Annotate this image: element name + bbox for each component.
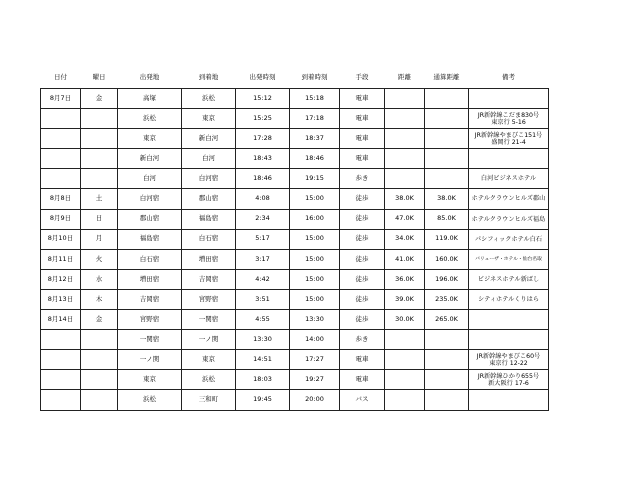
origin-cell: 一ノ関 (118, 350, 182, 370)
weekday-cell: 水 (81, 269, 118, 289)
weekday-cell (81, 149, 118, 169)
origin-cell: 福島宿 (118, 229, 182, 249)
notes-cell: JR新幹線ひかり655号 新大阪行 17-6 (469, 370, 549, 390)
header-notes: 備考 (502, 73, 515, 82)
origin-cell: 郡山宿 (118, 209, 182, 229)
date-cell (41, 169, 81, 189)
distance-cell (385, 169, 425, 189)
means-cell: 徒歩 (340, 189, 385, 209)
arrival-time-cell: 15:18 (290, 89, 340, 109)
means-cell: 徒歩 (340, 289, 385, 309)
origin-cell: 浜松 (118, 109, 182, 129)
notes-cell: バリューザ・ホテル・仙台名取 (469, 249, 549, 269)
table-row (41, 169, 549, 189)
departure-time-cell: 2:34 (236, 209, 290, 229)
total-distance-cell (425, 129, 469, 149)
table-row (41, 269, 549, 289)
date-cell: 8月11日 (41, 249, 81, 269)
notes-cell: JR新幹線やまびこ60号 東京行 12-22 (469, 350, 549, 370)
weekday-cell: 金 (81, 89, 118, 109)
distance-cell: 34.0K (385, 229, 425, 249)
arrival-time-cell: 20:00 (290, 390, 340, 410)
origin-cell: 白石宿 (118, 249, 182, 269)
origin-cell: 白河 (118, 169, 182, 189)
header-means: 手段 (355, 73, 369, 82)
means-cell: 徒歩 (340, 310, 385, 330)
total-distance-cell (425, 89, 469, 109)
date-cell: 8月9日 (41, 209, 81, 229)
destination-cell: 郡山宿 (182, 189, 236, 209)
departure-time-cell: 15:25 (236, 109, 290, 129)
means-cell: 電車 (340, 129, 385, 149)
departure-time-cell: 14:51 (236, 350, 290, 370)
table-row (41, 330, 549, 350)
total-distance-cell: 85.0K (425, 209, 469, 229)
arrival-time-cell: 19:27 (290, 370, 340, 390)
arrival-time-cell: 14:00 (290, 330, 340, 350)
departure-time-cell: 18:46 (236, 169, 290, 189)
distance-cell: 30.0K (385, 310, 425, 330)
table-row (41, 189, 549, 209)
arrival-time-cell: 15:00 (290, 289, 340, 309)
origin-cell: 一関宿 (118, 330, 182, 350)
departure-time-cell: 4:42 (236, 269, 290, 289)
destination-cell: 一関宿 (182, 310, 236, 330)
header-row (41, 68, 549, 89)
destination-cell: 宮野宿 (182, 289, 236, 309)
notes-cell: シティホテルくりはら (469, 289, 549, 309)
origin-cell: 増田宿 (118, 269, 182, 289)
destination-cell: 増田宿 (182, 249, 236, 269)
means-cell: 電車 (340, 149, 385, 169)
date-cell (41, 370, 81, 390)
notes-cell: JR新幹線こだま830号 東京行 5-16 (469, 109, 549, 129)
departure-time-cell: 3:51 (236, 289, 290, 309)
distance-cell (385, 330, 425, 350)
distance-cell (385, 350, 425, 370)
departure-time-cell: 5:17 (236, 229, 290, 249)
total-distance-cell (425, 350, 469, 370)
departure-time-cell: 3:17 (236, 249, 290, 269)
total-distance-cell (425, 169, 469, 189)
table-row (41, 370, 549, 390)
destination-cell: 吉岡宿 (182, 269, 236, 289)
total-distance-cell: 265.0K (425, 310, 469, 330)
date-cell: 8月13日 (41, 289, 81, 309)
means-cell: 歩き (340, 330, 385, 350)
origin-cell: 宮野宿 (118, 310, 182, 330)
date-cell (41, 109, 81, 129)
arrival-time-cell: 18:37 (290, 129, 340, 149)
date-cell (41, 149, 81, 169)
means-cell: 電車 (340, 109, 385, 129)
departure-time-cell: 13:30 (236, 330, 290, 350)
date-cell (41, 330, 81, 350)
destination-cell: 浜松 (182, 89, 236, 109)
distance-cell: 36.0K (385, 269, 425, 289)
destination-cell: 新白河 (182, 129, 236, 149)
table-row (41, 310, 549, 330)
date-cell: 8月7日 (41, 89, 81, 109)
means-cell: バス (340, 390, 385, 410)
total-distance-cell: 235.0K (425, 289, 469, 309)
date-cell: 8月8日 (41, 189, 81, 209)
departure-time-cell: 15:12 (236, 89, 290, 109)
distance-cell: 39.0K (385, 289, 425, 309)
origin-cell: 浜松 (118, 390, 182, 410)
departure-time-cell: 19:45 (236, 390, 290, 410)
date-cell: 8月14日 (41, 310, 81, 330)
header-date: 日付 (54, 73, 67, 82)
date-cell (41, 390, 81, 410)
destination-cell: 白河宿 (182, 169, 236, 189)
total-distance-cell: 196.0K (425, 269, 469, 289)
table-row (41, 229, 549, 249)
departure-time-cell: 4:55 (236, 310, 290, 330)
destination-cell: 白石宿 (182, 229, 236, 249)
distance-cell (385, 109, 425, 129)
weekday-cell (81, 330, 118, 350)
date-cell (41, 350, 81, 370)
origin-cell: 東京 (118, 370, 182, 390)
total-distance-cell (425, 109, 469, 129)
table-row (41, 249, 549, 269)
weekday-cell: 日 (81, 209, 118, 229)
weekday-cell (81, 169, 118, 189)
origin-cell: 吉岡宿 (118, 289, 182, 309)
distance-cell (385, 149, 425, 169)
arrival-time-cell: 17:27 (290, 350, 340, 370)
arrival-time-cell: 15:00 (290, 189, 340, 209)
table-row (41, 209, 549, 229)
total-distance-cell: 160.0K (425, 249, 469, 269)
table-row (41, 350, 549, 370)
origin-cell: 白河宿 (118, 189, 182, 209)
means-cell: 徒歩 (340, 209, 385, 229)
itinerary-table (40, 68, 549, 411)
header-arrival-time: 到着時刻 (301, 73, 328, 82)
itinerary-body (41, 68, 549, 410)
weekday-cell (81, 350, 118, 370)
weekday-cell: 土 (81, 189, 118, 209)
itinerary-sheet (40, 68, 549, 411)
destination-cell: 東京 (182, 109, 236, 129)
notes-cell: ビジネスホテル新ばし (469, 269, 549, 289)
destination-cell: 浜松 (182, 370, 236, 390)
header-destination: 到着地 (198, 73, 219, 82)
header-distance: 距離 (398, 73, 411, 82)
destination-cell: 三和町 (182, 390, 236, 410)
notes-cell: パシフィックホテル白石 (469, 229, 549, 249)
weekday-cell (81, 390, 118, 410)
distance-cell (385, 390, 425, 410)
header-departure-time: 出発時刻 (249, 73, 276, 82)
distance-cell: 47.0K (385, 209, 425, 229)
means-cell: 徒歩 (340, 269, 385, 289)
arrival-time-cell: 17:18 (290, 109, 340, 129)
notes-cell: 白河ビジネスホテル (469, 169, 549, 189)
arrival-time-cell: 19:15 (290, 169, 340, 189)
distance-cell (385, 89, 425, 109)
weekday-cell: 火 (81, 249, 118, 269)
table-row (41, 89, 549, 109)
distance-cell (385, 129, 425, 149)
departure-time-cell: 4:08 (236, 189, 290, 209)
date-cell: 8月12日 (41, 269, 81, 289)
departure-time-cell: 18:43 (236, 149, 290, 169)
notes-cell: ホテルクラウンヒルズ福島 (469, 209, 549, 229)
notes-cell (469, 149, 549, 169)
total-distance-cell: 119.0K (425, 229, 469, 249)
total-distance-cell (425, 149, 469, 169)
means-cell: 電車 (340, 89, 385, 109)
arrival-time-cell: 15:00 (290, 269, 340, 289)
arrival-time-cell: 15:00 (290, 229, 340, 249)
departure-time-cell: 17:28 (236, 129, 290, 149)
destination-cell: 一ノ関 (182, 330, 236, 350)
weekday-cell (81, 129, 118, 149)
distance-cell: 38.0K (385, 189, 425, 209)
notes-cell: ホテルクラウンヒルズ郡山 (469, 189, 549, 209)
origin-cell: 東京 (118, 129, 182, 149)
table-row (41, 289, 549, 309)
header-weekday: 曜日 (92, 73, 106, 82)
date-cell: 8月10日 (41, 229, 81, 249)
means-cell: 徒歩 (340, 229, 385, 249)
arrival-time-cell: 18:46 (290, 149, 340, 169)
weekday-cell: 木 (81, 289, 118, 309)
means-cell: 歩き (340, 169, 385, 189)
notes-cell (469, 310, 549, 330)
notes-cell (469, 89, 549, 109)
weekday-cell: 月 (81, 229, 118, 249)
table-row (41, 390, 549, 410)
header-total-distance: 通算距離 (433, 73, 460, 82)
table-row (41, 109, 549, 129)
total-distance-cell (425, 330, 469, 350)
departure-time-cell: 18:03 (236, 370, 290, 390)
weekday-cell: 金 (81, 310, 118, 330)
arrival-time-cell: 13:30 (290, 310, 340, 330)
notes-cell (469, 330, 549, 350)
destination-cell: 福島宿 (182, 209, 236, 229)
means-cell: 徒歩 (340, 249, 385, 269)
distance-cell (385, 370, 425, 390)
table-row (41, 129, 549, 149)
destination-cell: 東京 (182, 350, 236, 370)
origin-cell: 新白河 (118, 149, 182, 169)
origin-cell: 高塚 (118, 89, 182, 109)
total-distance-cell: 38.0K (425, 189, 469, 209)
arrival-time-cell: 16:00 (290, 209, 340, 229)
destination-cell: 白河 (182, 149, 236, 169)
notes-cell: JR新幹線やまびこ151号 盛岡行 21-4 (469, 129, 549, 149)
date-cell (41, 129, 81, 149)
header-origin: 出発地 (139, 73, 160, 82)
notes-cell (469, 390, 549, 410)
arrival-time-cell: 15:00 (290, 249, 340, 269)
weekday-cell (81, 109, 118, 129)
weekday-cell (81, 370, 118, 390)
means-cell: 電車 (340, 370, 385, 390)
means-cell: 電車 (340, 350, 385, 370)
table-row (41, 149, 549, 169)
total-distance-cell (425, 390, 469, 410)
distance-cell: 41.0K (385, 249, 425, 269)
total-distance-cell (425, 370, 469, 390)
